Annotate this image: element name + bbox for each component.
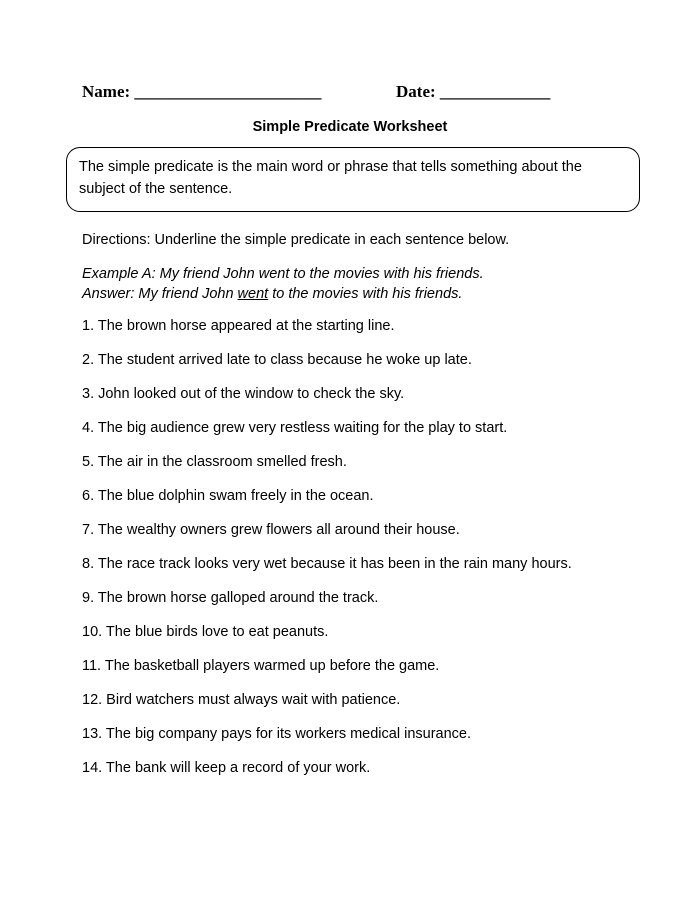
definition-box (66, 147, 640, 212)
answer-underlined-predicate: went (237, 286, 269, 302)
date-field: Date: _____________ (396, 82, 551, 101)
sentence-item: 7. The wealthy owners grew flowers all around their house. (82, 522, 460, 538)
sentence-item: 13. The big company pays for its workers medical insurance. (82, 726, 471, 742)
sentence-list (82, 316, 672, 792)
sentence-item: 10. The blue birds love to eat peanuts. (82, 624, 329, 640)
worksheet-content (82, 230, 672, 792)
sentence-item: 4. The big audience grew very restless waiting for the play to start. (82, 420, 508, 436)
answer-sentence (82, 284, 672, 304)
definition-text: The simple predicate is the main word or phrase that tells something about the subject of the sentence. (79, 159, 582, 197)
sentence-item: 14. The bank will keep a record of your work. (82, 760, 371, 776)
worksheet-title: Simple Predicate Worksheet (252, 119, 448, 135)
name-field: Name: ______________________ (82, 82, 322, 101)
sentence-item: 6. The blue dolphin swam freely in the ocean. (82, 488, 374, 504)
sentence-item: 12. Bird watchers must always wait with patience. (82, 692, 401, 708)
example-sentence: Example A: My friend John went to the movies with his friends. (82, 266, 484, 282)
sentence-item: 9. The brown horse galloped around the track. (82, 590, 379, 606)
directions: Directions: Underline the simple predicate in each sentence below. (82, 232, 510, 248)
sentence-item: 5. The air in the classroom smelled fresh. (82, 454, 347, 470)
sentence-item: 2. The student arrived late to class because he woke up late. (82, 352, 472, 368)
answer-after: to the movies with his friends. (268, 286, 463, 302)
sentence-item: 11. The basketball players warmed up before the game. (82, 658, 440, 674)
sentence-item: 8. The race track looks very wet because it has been in the rain many hours. (82, 556, 572, 572)
sentence-item: 3. John looked out of the window to check the sky. (82, 386, 405, 402)
answer-before: Answer: My friend John (82, 286, 238, 302)
header-row (82, 82, 622, 106)
sentence-item: 1. The brown horse appeared at the starting line. (82, 318, 395, 334)
